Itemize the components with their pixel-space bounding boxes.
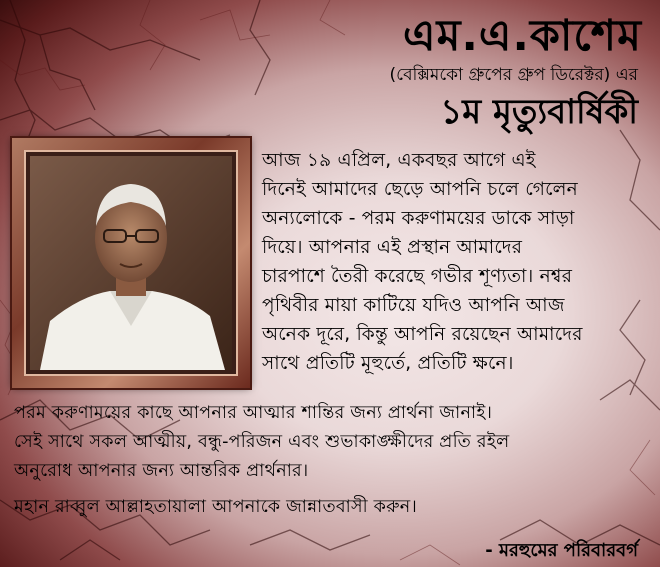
message-line: দিনেই আমাদের ছেড়ে আপনি চলে গেলেন [262,179,578,200]
prayer-line: অনুরোধ আপনার জন্য আন্তরিক প্রার্থনার। [14,461,309,481]
death-anniversary-heading: ১ম মৃত্যুবার্ষিকী [440,92,638,132]
prayer-line: মহান রাব্বুল আল্লাহতায়ালা আপনাকে জান্নাতবাসী করুন। [14,497,417,517]
prayer-line: সেই সাথে সকল আত্মীয়, বন্ধু-পরিজন এবং শুভাকাঙ্ক্ষীদের প্রতি রইল [14,432,510,452]
prayer-line: পরম করুণাময়ের কাছে আপনার আত্মার শান্তির জন্য প্রার্থনা জানাই। [14,403,493,423]
message-line: দিয়ে। আপনার এই প্রস্থান আমাদের [262,237,523,258]
portrait-photo [30,156,232,370]
message-line: সাথে প্রতিটি মূহুর্তে, প্রতিটি ক্ষনে। [262,353,514,374]
message-line: অন্যলোকে - পরম করুণাময়ের ডাকে সাড়া [262,208,575,229]
designation-subtitle: (বেক্সিমকো গ্রুপের গ্রুপ ডিরেক্টর) এর [389,65,638,85]
message-line: পৃথিবীর মায়া কাটিয়ে যদিও আপনি আজ [262,295,565,316]
message-line: চারপাশে তৈরী করেছে গভীর শূণ্যতা। নশ্বর [262,266,573,287]
person-name-title: এম.এ.কাশেম [402,11,642,61]
message-line: অনেক দূরে, কিন্তু আপনি রয়েছেন আমাদের [262,324,583,345]
message-line: আজ ১৯ এপ্রিল, একবছর আগে এই [262,150,536,171]
photo-frame [12,138,250,388]
family-signature: - মরহুমের পরিবারবর্গ [485,540,638,561]
photo-mat [24,150,238,376]
